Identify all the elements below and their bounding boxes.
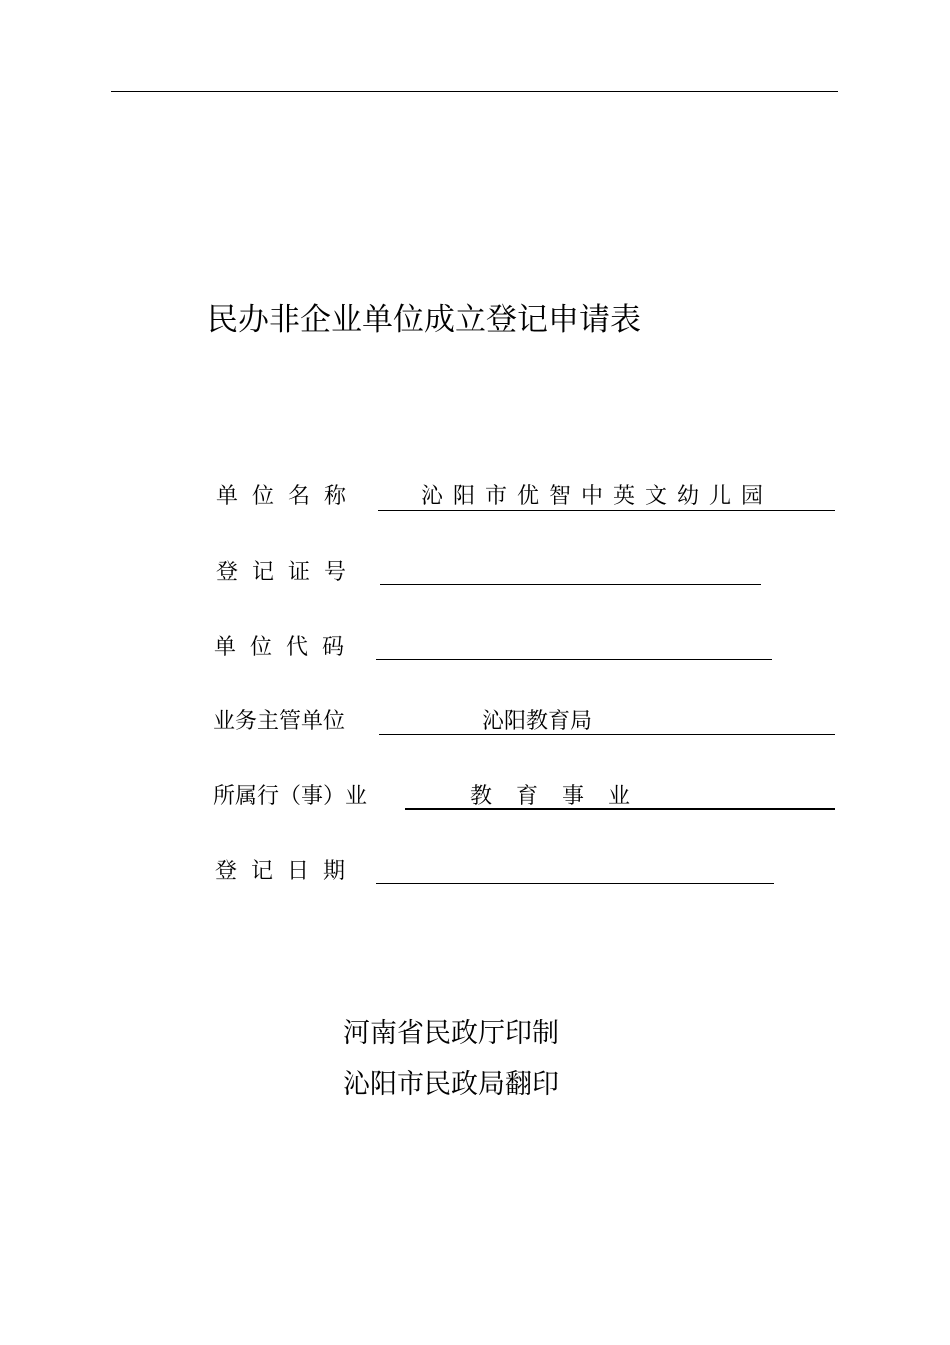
field-label-supervising-unit: 业务主管单位: [213, 709, 346, 734]
field-value-supervising-unit[interactable]: 沁阳教育局: [482, 709, 593, 734]
field-underline-unit-code: [376, 659, 772, 660]
field-underline-unit-name: [378, 510, 835, 511]
header-rule: [111, 91, 838, 92]
printed-by-note: 河南省民政厅印制: [343, 1018, 559, 1049]
field-label-unit-code: 单位代码: [214, 635, 359, 660]
field-value-unit-name[interactable]: 沁阳市优智中英文幼儿园: [421, 484, 774, 509]
field-value-industry[interactable]: 教育事业: [470, 784, 655, 809]
field-underline-industry: [405, 808, 835, 810]
reprinted-by-note: 沁阳市民政局翻印: [343, 1069, 559, 1100]
field-label-registration-number: 登记证号: [216, 560, 361, 585]
field-underline-registration-number: [380, 584, 761, 585]
field-underline-registration-date: [376, 883, 774, 884]
field-underline-supervising-unit: [379, 734, 835, 735]
form-title: 民办非企业单位成立登记申请表: [207, 302, 641, 338]
field-label-unit-name: 单位名称: [216, 484, 361, 509]
field-label-industry: 所属行（事）业: [213, 784, 368, 809]
field-label-registration-date: 登记日期: [215, 859, 360, 884]
